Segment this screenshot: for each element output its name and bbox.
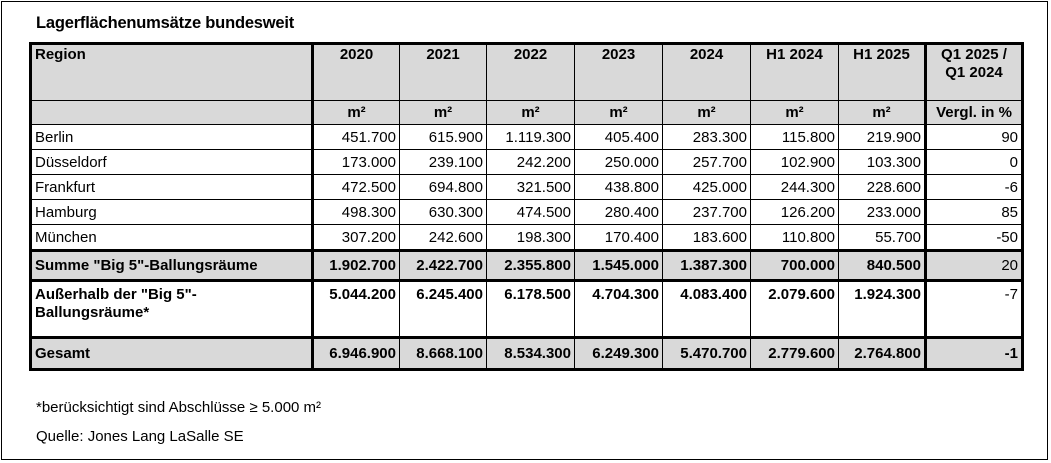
value-cell: 103.300 — [839, 150, 926, 175]
table-row — [32, 200, 1022, 225]
value-cell: 5.470.700 — [663, 338, 751, 369]
region-cell: Außerhalb der "Big 5"-Ballungsräume* — [32, 281, 313, 338]
unit-cell: m² — [751, 101, 839, 125]
value-cell: 6.245.400 — [400, 281, 487, 338]
region-cell: Gesamt — [32, 338, 313, 369]
change-cell: -7 — [926, 281, 1022, 338]
value-cell: 6.946.900 — [313, 338, 400, 369]
value-cell: 126.200 — [751, 200, 839, 225]
value-cell: 183.600 — [663, 225, 751, 251]
region-cell: Frankfurt — [32, 175, 313, 200]
sum-row — [32, 251, 1022, 281]
header-cell: 2021 — [400, 45, 487, 101]
header-cell: Q1 2025 / Q1 2024 — [926, 45, 1022, 101]
value-cell: 4.083.400 — [663, 281, 751, 338]
unit-row — [32, 101, 1022, 125]
value-cell: 6.249.300 — [575, 338, 663, 369]
outside-row — [32, 281, 1022, 338]
total-row — [32, 338, 1022, 369]
value-cell: 237.700 — [663, 200, 751, 225]
region-cell: München — [32, 225, 313, 251]
header-cell: Region — [32, 45, 313, 101]
value-cell: 244.300 — [751, 175, 839, 200]
header-row — [32, 45, 1022, 101]
value-cell: 219.900 — [839, 125, 926, 150]
value-cell: 451.700 — [313, 125, 400, 150]
unit-cell — [32, 101, 313, 125]
value-cell: 2.422.700 — [400, 251, 487, 281]
unit-cell: m² — [313, 101, 400, 125]
unit-cell: m² — [839, 101, 926, 125]
value-cell: 1.545.000 — [575, 251, 663, 281]
change-cell: -1 — [926, 338, 1022, 369]
change-cell: 20 — [926, 251, 1022, 281]
value-cell: 55.700 — [839, 225, 926, 251]
unit-cell: m² — [663, 101, 751, 125]
header-cell: H1 2025 — [839, 45, 926, 101]
value-cell: 630.300 — [400, 200, 487, 225]
unit-cell: Vergl. in % — [926, 101, 1022, 125]
value-cell: 840.500 — [839, 251, 926, 281]
table-row — [32, 150, 1022, 175]
change-cell: -50 — [926, 225, 1022, 251]
value-cell: 6.178.500 — [487, 281, 575, 338]
value-cell: 1.119.300 — [487, 125, 575, 150]
table-row — [32, 225, 1022, 251]
value-cell: 307.200 — [313, 225, 400, 251]
value-cell: 438.800 — [575, 175, 663, 200]
value-cell: 242.600 — [400, 225, 487, 251]
header-cell: 2020 — [313, 45, 400, 101]
unit-cell: m² — [400, 101, 487, 125]
value-cell: 170.400 — [575, 225, 663, 251]
value-cell: 250.000 — [575, 150, 663, 175]
value-cell: 5.044.200 — [313, 281, 400, 338]
value-cell: 283.300 — [663, 125, 751, 150]
value-cell: 173.000 — [313, 150, 400, 175]
region-cell: Berlin — [32, 125, 313, 150]
region-cell: Hamburg — [32, 200, 313, 225]
header-cell: H1 2024 — [751, 45, 839, 101]
table-row — [32, 175, 1022, 200]
value-cell: 228.600 — [839, 175, 926, 200]
change-cell: 85 — [926, 200, 1022, 225]
unit-cell: m² — [487, 101, 575, 125]
value-cell: 425.000 — [663, 175, 751, 200]
value-cell: 102.900 — [751, 150, 839, 175]
value-cell: 242.200 — [487, 150, 575, 175]
value-cell: 115.800 — [751, 125, 839, 150]
value-cell: 1.924.300 — [839, 281, 926, 338]
value-cell: 198.300 — [487, 225, 575, 251]
value-cell: 2.079.600 — [751, 281, 839, 338]
table-row — [32, 125, 1022, 150]
value-cell: 321.500 — [487, 175, 575, 200]
value-cell: 280.400 — [575, 200, 663, 225]
table-title: Lagerflächenumsätze bundesweit — [36, 14, 295, 32]
value-cell: 1.387.300 — [663, 251, 751, 281]
value-cell: 8.668.100 — [400, 338, 487, 369]
change-cell: -6 — [926, 175, 1022, 200]
value-cell: 2.779.600 — [751, 338, 839, 369]
footnote: *berücksichtigt sind Abschlüsse ≥ 5.000 m² — [36, 399, 322, 416]
region-cell: Düsseldorf — [32, 150, 313, 175]
header-cell: 2023 — [575, 45, 663, 101]
unit-cell: m² — [575, 101, 663, 125]
region-cell: Summe "Big 5"-Ballungsräume — [32, 251, 313, 281]
value-cell: 233.000 — [839, 200, 926, 225]
value-cell: 2.764.800 — [839, 338, 926, 369]
value-cell: 405.400 — [575, 125, 663, 150]
source-note: Quelle: Jones Lang LaSalle SE — [36, 428, 244, 445]
value-cell: 1.902.700 — [313, 251, 400, 281]
change-cell: 90 — [926, 125, 1022, 150]
value-cell: 615.900 — [400, 125, 487, 150]
value-cell: 8.534.300 — [487, 338, 575, 369]
header-cell: 2022 — [487, 45, 575, 101]
value-cell: 2.355.800 — [487, 251, 575, 281]
change-cell: 0 — [926, 150, 1022, 175]
value-cell: 694.800 — [400, 175, 487, 200]
value-cell: 700.000 — [751, 251, 839, 281]
value-cell: 4.704.300 — [575, 281, 663, 338]
value-cell: 474.500 — [487, 200, 575, 225]
value-cell: 498.300 — [313, 200, 400, 225]
value-cell: 110.800 — [751, 225, 839, 251]
header-cell: 2024 — [663, 45, 751, 101]
value-cell: 472.500 — [313, 175, 400, 200]
value-cell: 257.700 — [663, 150, 751, 175]
data-table — [31, 44, 1022, 369]
value-cell: 239.100 — [400, 150, 487, 175]
